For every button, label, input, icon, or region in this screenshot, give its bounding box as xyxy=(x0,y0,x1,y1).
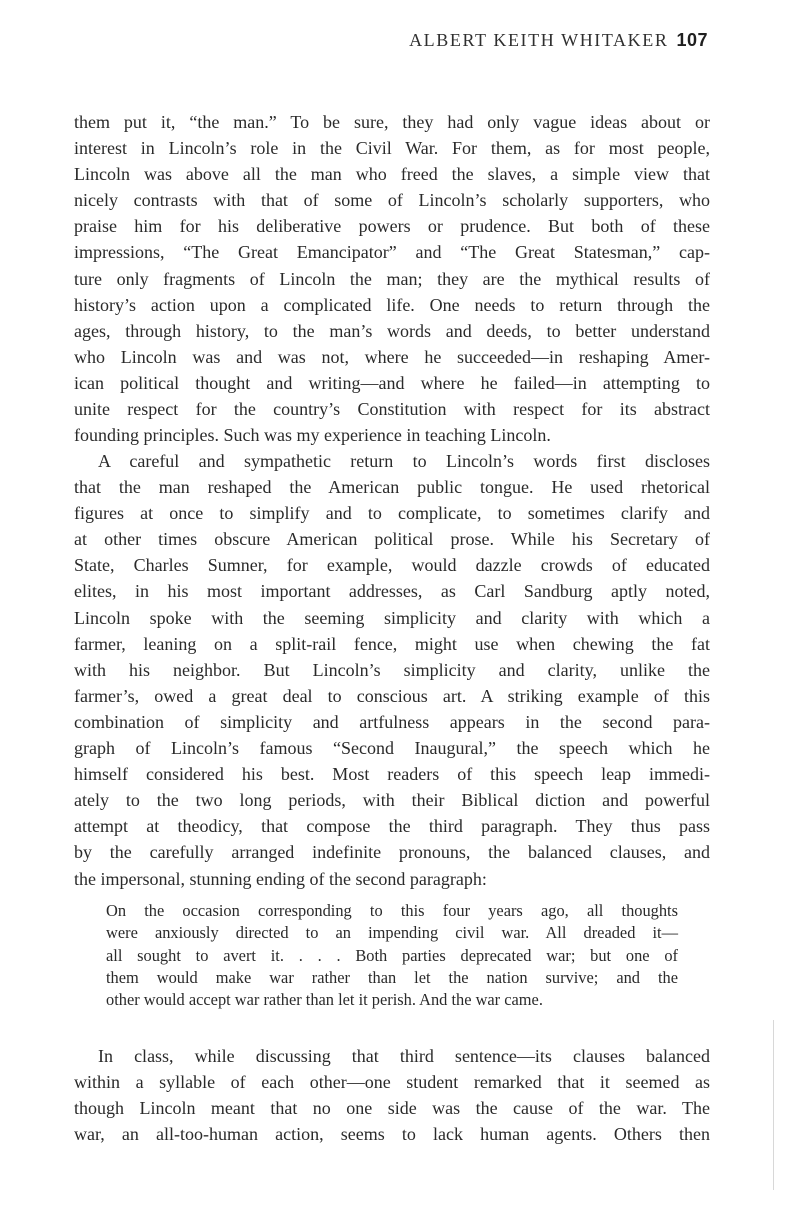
text-line: interest in Lincoln’s role in the Civil War. For them, as for most people, xyxy=(74,138,710,159)
text-line: with his neighbor. But Lincoln’s simplicity and clarity, unlike the xyxy=(74,659,710,680)
paragraph-1 xyxy=(74,109,710,448)
paragraph-2 xyxy=(74,448,710,892)
text-line: himself considered his best. Most readers of this speech leap immedi- xyxy=(74,764,710,785)
text-line: State, Charles Sumner, for example, would dazzle crowds of educated xyxy=(74,555,710,576)
text-line: graph of Lincoln’s famous “Second Inaugural,” the speech which he xyxy=(74,738,710,759)
page-edge-line xyxy=(773,1020,774,1190)
paragraph-3 xyxy=(74,1043,710,1147)
text-line: the impersonal, stunning ending of the second paragraph: xyxy=(74,868,487,889)
page-number: 107 xyxy=(676,30,708,50)
text-line: at other times obscure American political prose. While his Secretary of xyxy=(74,529,710,550)
text-line: founding principles. Such was my experience in teaching Lincoln. xyxy=(74,425,551,446)
text-line: Lincoln spoke with the seeming simplicity and clarity with which a xyxy=(74,607,710,628)
text-line: them put it, “the man.” To be sure, they had only vague ideas about or xyxy=(74,112,710,132)
text-line: farmer’s, owed a great deal to conscious art. A striking example of this xyxy=(74,685,710,706)
quote-line: them would make war rather than let the nation survive; and the xyxy=(106,967,678,987)
text-line: A careful and sympathetic return to Lincoln’s words first discloses xyxy=(98,451,710,471)
text-line: ture only fragments of Lincoln the man; they are the mythical results of xyxy=(74,268,710,289)
text-line: figures at once to simplify and to complicate, to sometimes clarify and xyxy=(74,503,710,524)
text-line: attempt at theodicy, that compose the third paragraph. They thus pass xyxy=(74,816,710,837)
quote-line: On the occasion corresponding to this four years ago, all thoughts xyxy=(106,901,678,920)
text-line: that the man reshaped the American public tongue. He used rhetorical xyxy=(74,477,710,498)
text-line: though Lincoln meant that no one side was the cause of the war. The xyxy=(74,1098,710,1119)
text-line: history’s action upon a complicated life. One needs to return through the xyxy=(74,294,710,315)
text-line: elites, in his most important addresses, as Carl Sandburg aptly noted, xyxy=(74,581,710,602)
text-line: nicely contrasts with that of some of Lincoln’s scholarly supporters, who xyxy=(74,190,710,211)
text-line: ages, through history, to the man’s words and deeds, to better understand xyxy=(74,320,710,341)
quote-line: were anxiously directed to an impending civil war. All dreaded it— xyxy=(106,923,678,943)
text-line: impressions, “The Great Emancipator” and “The Great Statesman,” cap- xyxy=(74,242,710,263)
text-line: ately to the two long periods, with their Biblical diction and powerful xyxy=(74,790,710,811)
running-head xyxy=(409,30,708,51)
running-head-author: ALBERT KEITH WHITAKER xyxy=(409,30,669,50)
text-line: by the carefully arranged indefinite pronouns, the balanced clauses, and xyxy=(74,842,710,863)
text-line: unite respect for the country’s Constitution with respect for its abstract xyxy=(74,399,710,420)
text-line: Lincoln was above all the man who freed the slaves, a simple view that xyxy=(74,164,710,185)
text-line: ican political thought and writing—and where he failed—in attempting to xyxy=(74,372,710,393)
text-line: within a syllable of each other—one student remarked that it seemed as xyxy=(74,1072,710,1093)
text-line: combination of simplicity and artfulness appears in the second para- xyxy=(74,711,710,732)
text-line: praise him for his deliberative powers or prudence. But both of these xyxy=(74,216,710,237)
block-quote xyxy=(106,900,678,1011)
text-line: war, an all-too-human action, seems to lack human agents. Others then xyxy=(74,1124,710,1145)
text-line: farmer, leaning on a split-rail fence, might use when chewing the fat xyxy=(74,633,710,654)
text-line: who Lincoln was and was not, where he succeeded—in reshaping Amer- xyxy=(74,346,710,367)
quote-line: other would accept war rather than let it perish. And the war came. xyxy=(106,990,543,1010)
text-line: In class, while discussing that third sentence—its clauses balanced xyxy=(98,1046,710,1066)
quote-line: all sought to avert it. . . . Both parties deprecated war; but one of xyxy=(106,945,678,965)
